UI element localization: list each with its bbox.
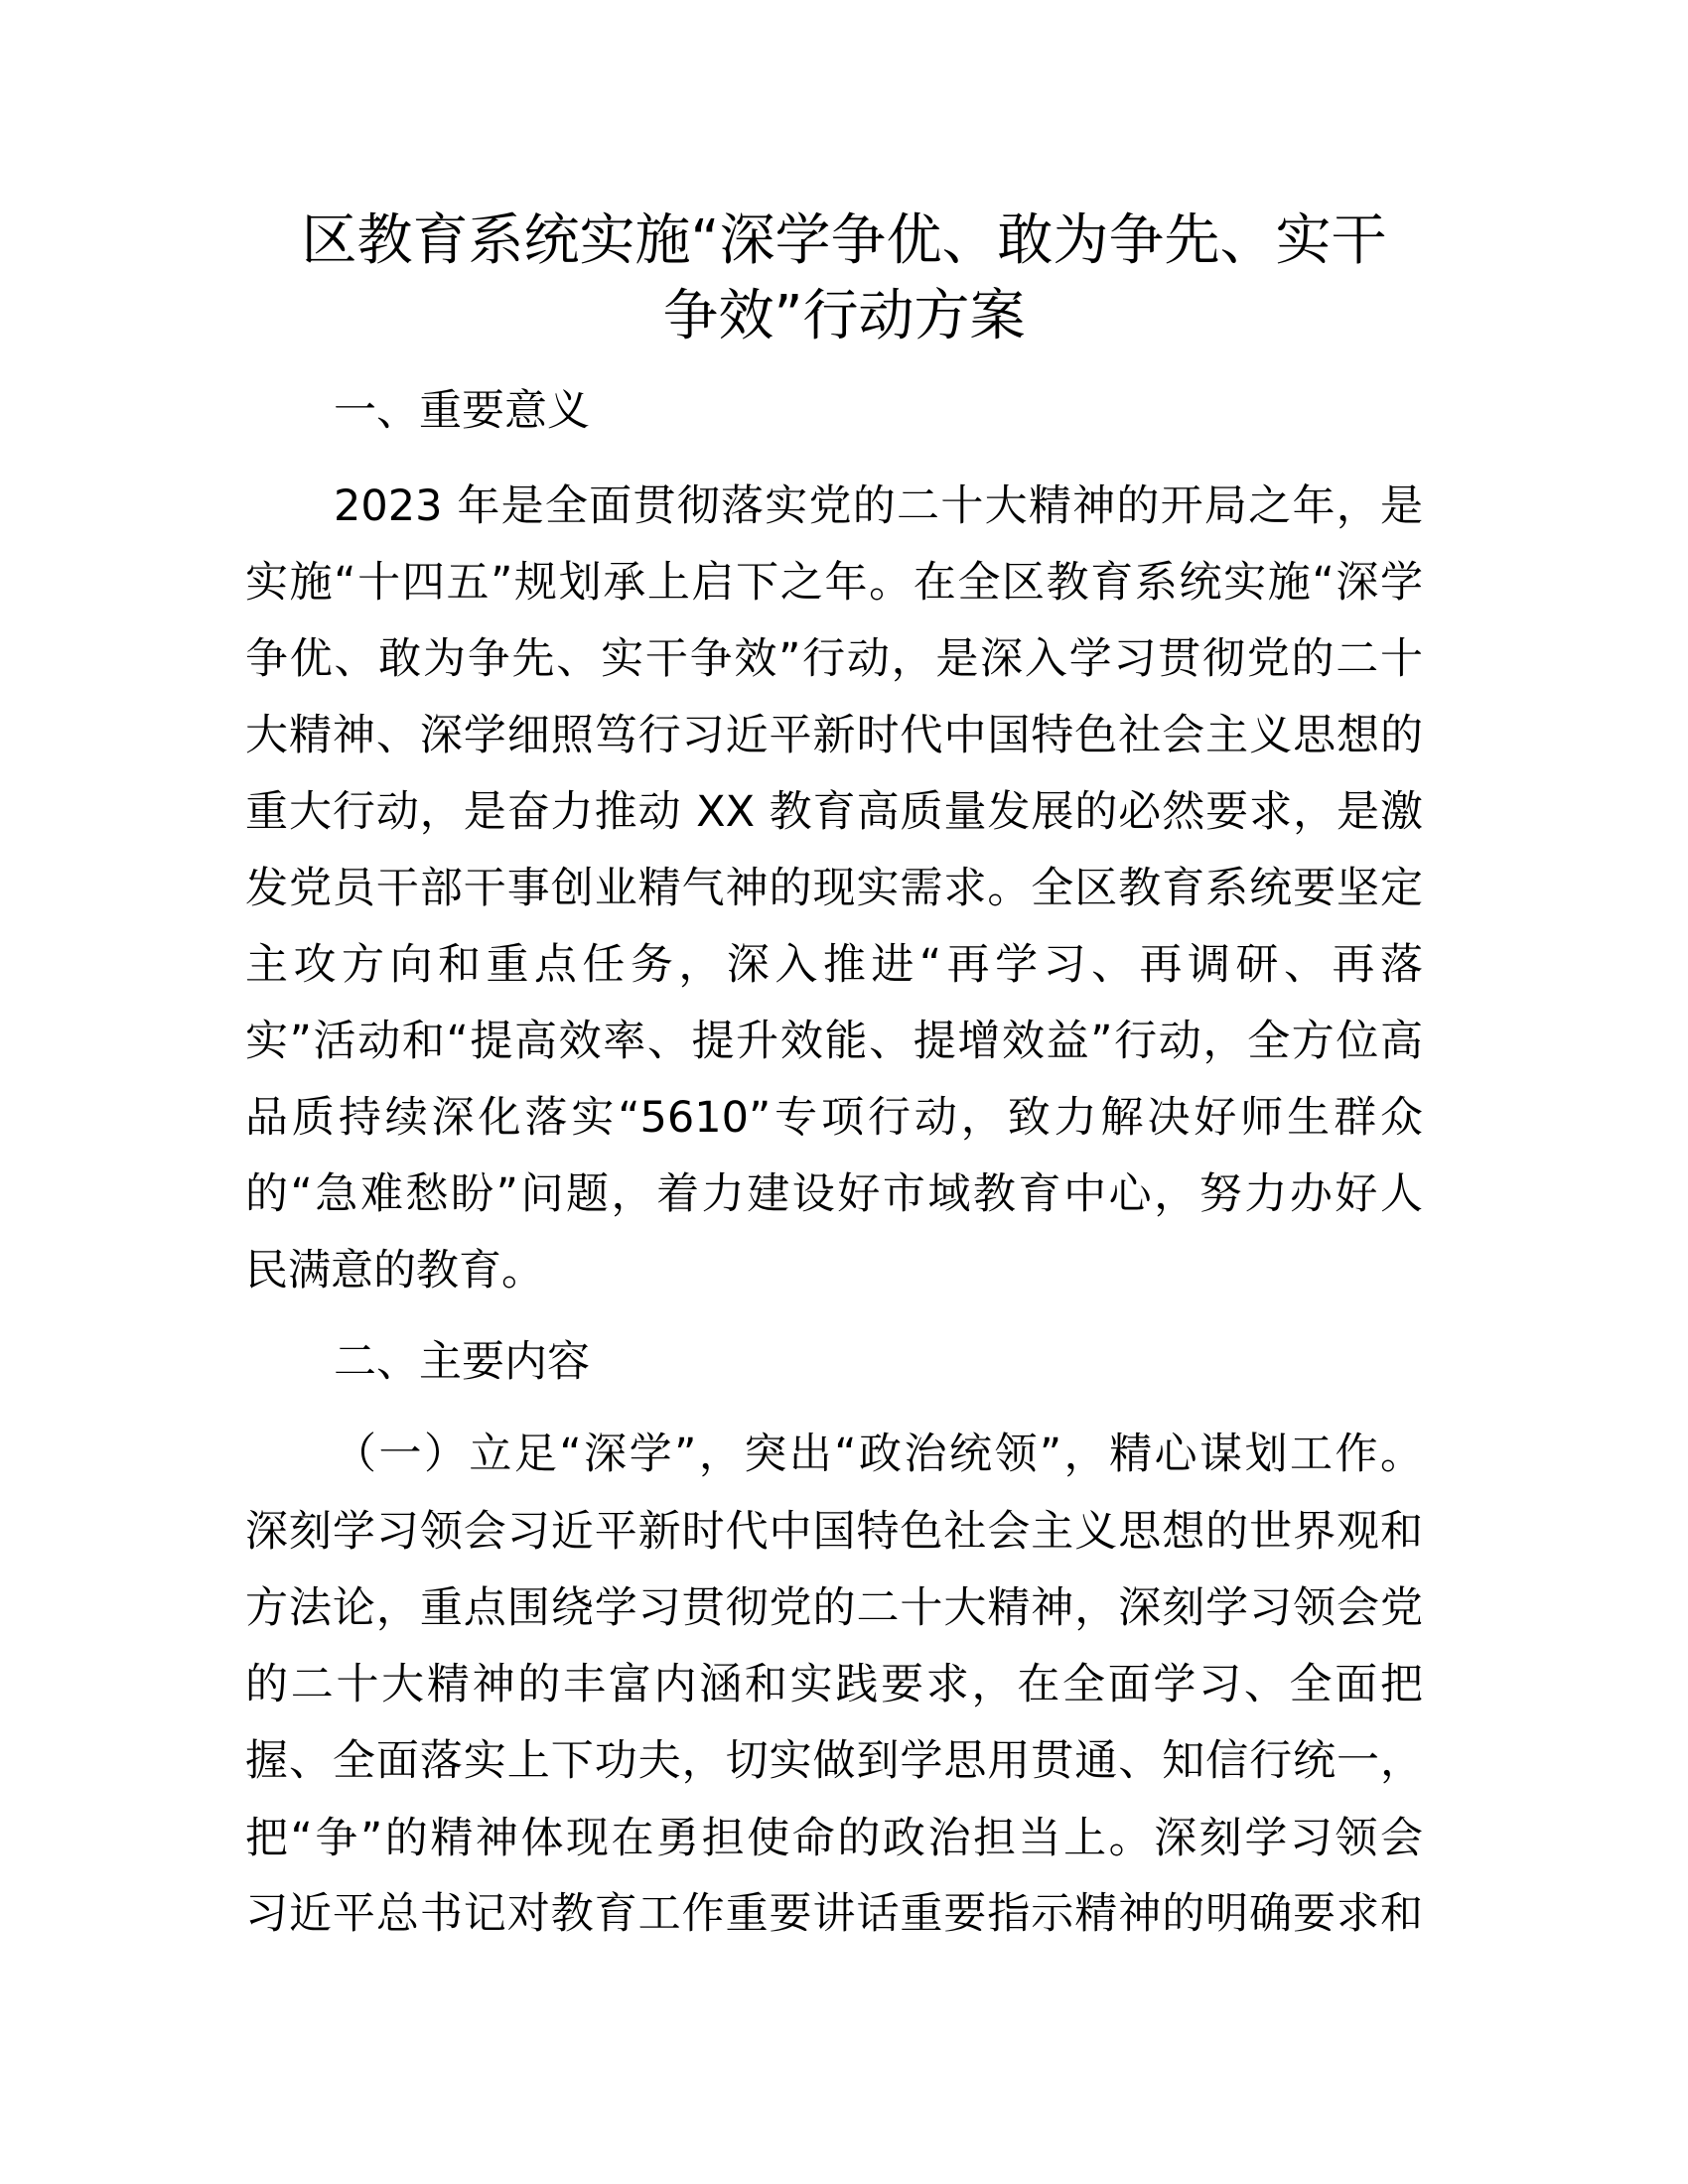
section-heading-1: 一、重要意义	[334, 386, 590, 436]
paragraph-line: 争优、敢为争先、实干争效”行动，是深入学习贯彻党的二十	[245, 634, 1423, 684]
paragraph-line: 实”活动和“提高效率、提升效能、提增效益”行动，全方位高	[245, 1017, 1423, 1066]
paragraph-line: 实施“十四五”规划承上启下之年。在全区教育系统实施“深学	[245, 558, 1423, 608]
paragraph-line: 大精神、深学细照笃行习近平新时代中国特色社会主义思想的	[245, 711, 1423, 760]
paragraph-line: 把“争”的精神体现在勇担使命的政治担当上。深刻学习领会	[245, 1814, 1423, 1863]
document-title-line-2: 争效”行动方案	[662, 284, 1026, 348]
paragraph-line: 发党员干部干事创业精气神的现实需求。全区教育系统要坚定	[245, 864, 1423, 913]
paragraph-line: 民满意的教育。	[245, 1246, 544, 1296]
paragraph-line: （一）立足“深学”，突出“政治统领”，精心谋划工作。	[334, 1430, 1423, 1479]
paragraph-line: 品质持续深化落实“5610”专项行动，致力解决好师生群众	[245, 1093, 1423, 1143]
document-title-line-1: 区教育系统实施“深学争优、敢为争先、实干	[301, 208, 1387, 273]
section-heading-2: 二、主要内容	[334, 1337, 590, 1387]
paragraph-line: 深刻学习领会习近平新时代中国特色社会主义思想的世界观和	[245, 1507, 1423, 1557]
paragraph-line: 的二十大精神的丰富内涵和实践要求，在全面学习、全面把	[245, 1660, 1423, 1709]
paragraph-line: 握、全面落实上下功夫，切实做到学思用贯通、知信行统一，	[245, 1736, 1423, 1786]
paragraph-line: 方法论，重点围绕学习贯彻党的二十大精神，深刻学习领会党	[245, 1583, 1423, 1633]
paragraph-line: 重大行动，是奋力推动 XX 教育高质量发展的必然要求，是激	[245, 787, 1423, 837]
paragraph-line: 主攻方向和重点任务，深入推进“再学习、再调研、再落	[245, 940, 1423, 990]
paragraph-line: 习近平总书记对教育工作重要讲话重要指示精神的明确要求和	[245, 1889, 1423, 1939]
paragraph-line: 的“急难愁盼”问题，着力建设好市域教育中心，努力办好人	[245, 1169, 1423, 1219]
paragraph-line: 2023 年是全面贯彻落实党的二十大精神的开局之年，是	[334, 481, 1423, 531]
